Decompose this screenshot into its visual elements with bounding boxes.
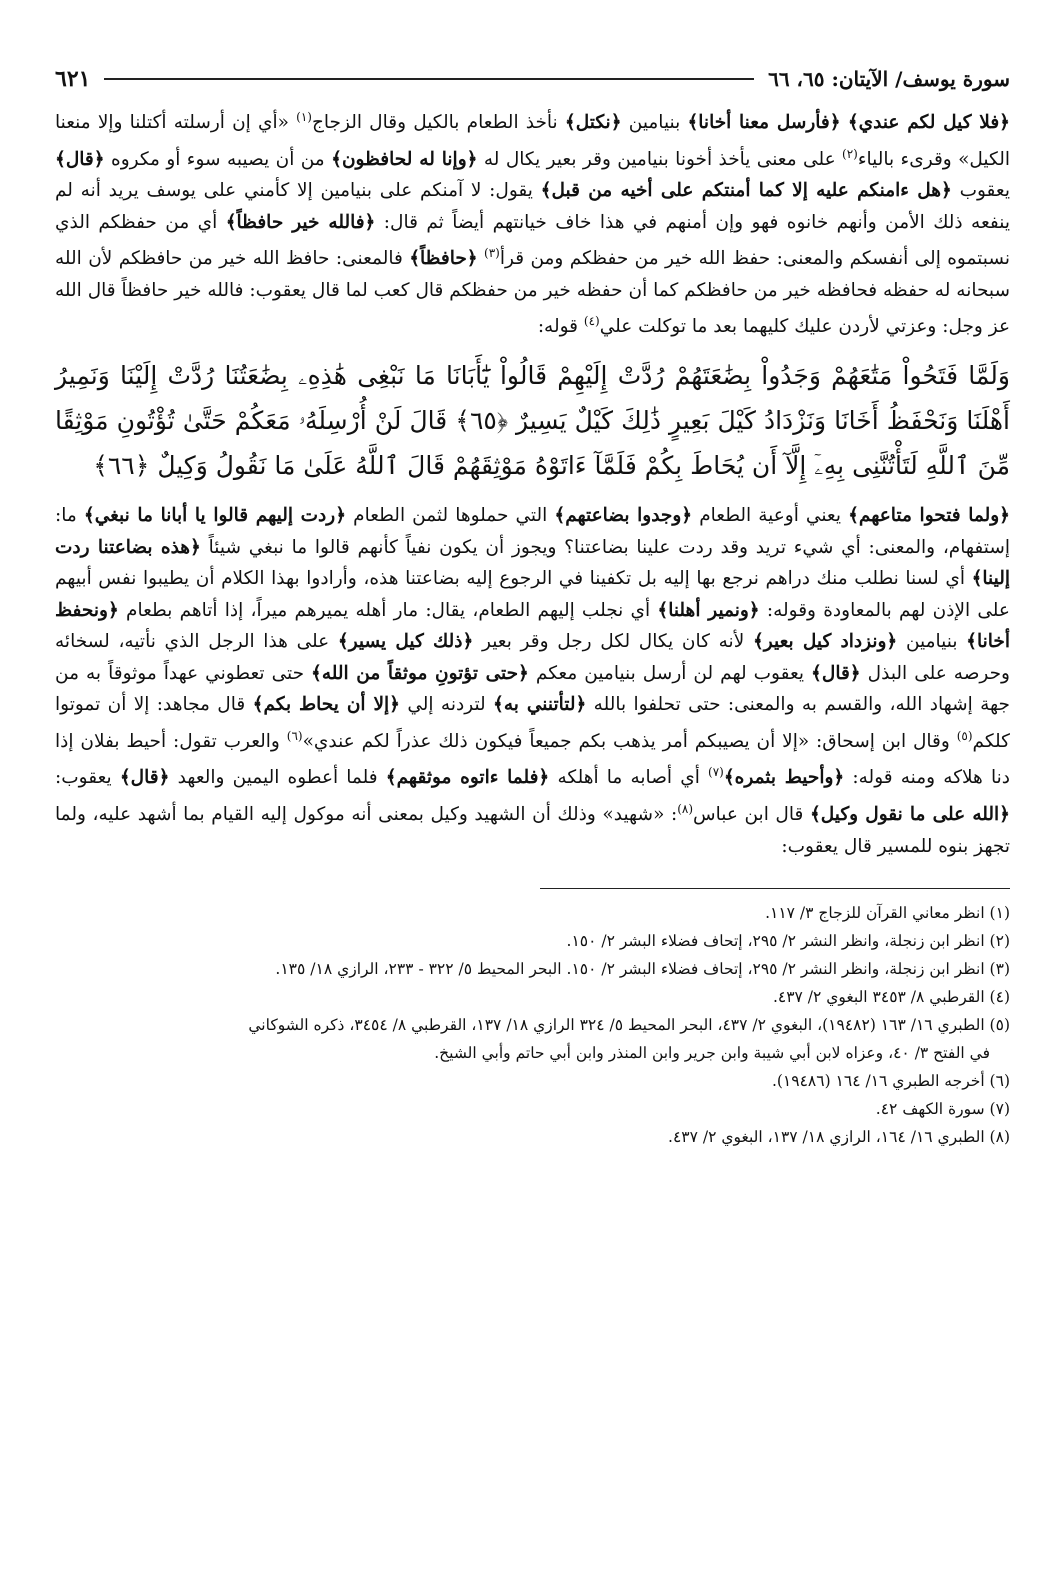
footnote-ref: (٤): [583, 314, 600, 329]
commentary-text: من أن يصيبه سوء أو مكروه: [104, 148, 332, 170]
commentary-text: بنيامين: [621, 112, 688, 134]
quoted-verse-fragment: ﴿وأحيط بثمره﴾: [723, 767, 845, 789]
commentary-text: أي نجلب إليهم الطعام، يقال: مار أهله يميرهم ميراً، إذا أتاهم بطعام: [118, 599, 658, 621]
commentary-text: قال ابن عباس: [693, 804, 810, 826]
commentary-text: فلما أعطوه اليمين والعهد: [169, 767, 386, 789]
quoted-verse-fragment: ﴿ونزداد كيل بعير﴾: [752, 631, 898, 653]
quoted-verse-fragment: ﴿فأرسل معنا أخانا﴾: [687, 112, 841, 134]
quoted-verse-fragment: ﴿قال﴾: [55, 148, 105, 170]
quoted-verse-fragment: ﴿نكتل﴾: [564, 112, 622, 134]
commentary-text: أي من حفظكم الذي نسبتموه إلى أنفسكم والمعنى: حفظ الله خير من حفظكم ومن قرأ: [55, 211, 1010, 270]
footnote-ref: (٦): [286, 728, 303, 743]
quoted-verse-fragment: ﴿قال﴾: [811, 662, 861, 684]
footnote-6: (٦) أخرجه الطبري ١٦/ ١٦٤ (١٩٤٨٦).: [771, 1072, 1010, 1091]
commentary-text: نأخذ الطعام بالكيل وقال الزجاج: [311, 112, 565, 134]
quoted-verse-fragment: ﴿هذه بضاعتنا ردت إلينا﴾: [55, 536, 1010, 590]
commentary-paragraph-1: [55, 102, 1010, 343]
quoted-verse-fragment: ﴿وإنا له لحافظون﴾: [331, 148, 478, 170]
quoted-verse-fragment: ﴿لتأتنني به﴾: [493, 694, 587, 716]
footnote-5: (٥) الطبري ١٦/ ١٦٣ (١٩٤٨٢)، البغوي ٢/ ٤٣٧، البحر المحيط ٥/ ٣٢٤ الرازي ١٨/ ١٣٧، القرطبي ٨/ ٣٤٥٤، ذكره الشوكاني: [248, 1016, 1010, 1035]
quran-verse: وَلَمَّا فَتَحُواْ مَتَٰعَهُمْ وَجَدُواْ بِضَٰعَتَهُمْ رُدَّتْ إِلَيْهِمْ قَالُواْ يَٰٓأَبَانَا مَا نَبْغِى هَٰذِهِۦ بِضَٰعَتُنَا رُدَّتْ إِلَيْنَا وَنَمِيرُ أَهْلَنَا وَنَحْفَظُ أَخَانَا وَنَزْدَادُ كَيْلَ بَعِيرٍ ذَٰلِكَ كَيْلٌ يَسِيرٌ ﴿٦٥﴾ قَالَ لَنْ أُرْسِلَهُۥ مَعَكُمْ حَتَّىٰ تُؤْتُونِ مَوْثِقًا مِّنَ ٱللَّهِ لَتَأْتُنَّنِى بِهِۦٓ إِلَّآ أَن يُحَاطَ بِكُمْ فَلَمَّآ ءَاتَوْهُ مَوْثِقَهُمْ قَالَ ٱللَّهُ عَلَىٰ مَا نَقُولُ وَكِيلٌ ﴿٦٦﴾: [55, 361, 1010, 481]
quoted-verse-fragment: ﴿الله على ما نقول وكيل﴾: [809, 804, 1010, 826]
commentary-text: لتردنه إلي: [400, 694, 494, 716]
quoted-verse-fragment: ﴿هل ءامنكم عليه إلا كما أمنتكم على أخيه من قبل﴾: [540, 180, 952, 202]
footnote-ref: (٣): [484, 246, 500, 261]
commentary-text: [841, 112, 848, 133]
commentary-text: أي لسنا نطلب منك دراهم نرجع بها إليه بل تكفينا في الرجوع إليه بضاعتنا هذه، وأرادوا بهذا الكلام أن يطيبوا نفس أبيهم على الإذن لهم بالمعاودة وقوله:: [55, 568, 1010, 621]
footnote-ref: (٥): [956, 728, 973, 743]
footnote-2: (٢) انظر ابن زنجلة، وانظر النشر ٢/ ٢٩٥، إتحاف فضلاء البشر ٢/ ١٥٠.: [566, 932, 1010, 951]
quoted-verse-fragment: ﴿إلا أن يحاط بكم﴾: [252, 694, 400, 716]
commentary-text: ما: إستفهام، والمعنى: أي شيء تريد وقد ردت علينا بضاعتنا؟ ويجوز أن يكون نفياً كأنهم قالوا ما نبغي شيئاً: [55, 505, 1010, 558]
footnote-5-continued: في الفتح ٣/ ٤٠، وعزاه لابن أبي شيبة وابن جرير وابن المنذر وابن أبي حاتم وأبي الشيخ.: [434, 1044, 990, 1063]
commentary-text: يعني أوعية الطعام: [692, 505, 849, 527]
footnotes: [55, 899, 1010, 1151]
page: [55, 62, 1010, 1151]
commentary-text: فالمعنى: حافظ الله خير من حافظكم لأن الله سبحانه له حفظه فحافظه خير من حافظكم كما أن حفظه خير من حفظكم قال كعب لما قال يعقوب: فالله خير حافظاً قال الله عز وجل: وعزتي لأردن عليك كليهما بعد ما توكلت علي: [55, 248, 1010, 338]
footnote-1: (١) انظر معاني القرآن للزجاج ٣/ ١١٧.: [765, 904, 1010, 923]
footnote-separator: [540, 888, 1010, 889]
footnote-8: (٨) الطبري ١٦/ ١٦٤، الرازي ١٨/ ١٣٧، البغوي ٢/ ٤٣٧.: [668, 1128, 1010, 1147]
commentary-text: على معنى يأخذ أخونا بنيامين وقر بعير يكال له: [477, 148, 842, 170]
quoted-verse-fragment: ﴿فلما ءاتوه موثقهم﴾: [385, 767, 550, 789]
commentary-text: وقال ابن إسحاق: «إلا أن يصيبكم أمر يذهب بكم جميعاً فيكون ذلك عذراً لكم عندي»: [302, 730, 957, 752]
footnote-3: (٣) انظر ابن زنجلة، وانظر النشر ٢/ ٢٩٥، إتحاف فضلاء البشر ٢/ ١٥٠. البحر المحيط ٥/ ٣٢٢ - ٢٣٣، الرازي ١٨/ ١٣٥.: [275, 960, 1010, 979]
quoted-verse-fragment: ﴿ذلك كيل يسير﴾: [337, 631, 474, 653]
commentary-text: والعرب تقول: أحيط بفلان إذا دنا هلاكه ومنه قوله:: [55, 730, 1010, 789]
quoted-verse-fragment: ﴿حافظاً﴾: [409, 248, 478, 270]
footnote-4: (٤) القرطبي ٨/ ٣٤٥٣ البغوي ٢/ ٤٣٧.: [772, 988, 1010, 1007]
quoted-verse-fragment: ﴿وجدوا بضاعتهم﴾: [554, 505, 693, 527]
footnote-ref: (٢): [842, 146, 858, 161]
quoted-verse-fragment: ﴿ولما فتحوا متاعهم﴾: [848, 505, 1010, 527]
commentary-text: حتى تعطوني عهداً موثوقاً به من جهة إشهاد الله، والقسم به والمعنى: حتى تحلفوا بالله: [55, 662, 1010, 716]
commentary-text: التي حملوها لثمن الطعام: [346, 505, 555, 527]
page-number: ٦٢١: [55, 66, 91, 92]
commentary-text: أي أصابه ما أهلكه: [549, 767, 709, 789]
header-rule: [104, 78, 754, 80]
quoted-verse-fragment: ﴿حتى تؤتونِ موثقاً من الله﴾: [311, 662, 529, 684]
footnote-7: (٧) سورة الكهف ٤٢.: [875, 1100, 1010, 1119]
quoted-verse-fragment: ﴿فالله خير حافظاً﴾: [225, 211, 376, 233]
commentary-text: بنيامين: [897, 631, 967, 653]
page-header: [55, 62, 1010, 96]
commentary-text: يقول: لا آمنكم على بنيامين إلا كأمني على يوسف يريد أنه لم ينفعه ذلك الأمن وأنهم خانوه فهو وإن أمنهم في هذا خاف خيانتهم أيضاً ثم قال:: [55, 180, 1010, 233]
quoted-verse-fragment: ﴿ونحفظ أخانا﴾: [55, 599, 1010, 653]
footnote-ref: (١): [296, 110, 312, 124]
commentary-text: قوله:: [537, 316, 584, 338]
surah-title: سورة يوسف/ الآيتان: ٦٥، ٦٦: [768, 67, 1010, 91]
quoted-verse-fragment: ﴿قال﴾: [119, 767, 170, 789]
footnote-ref: (٨): [677, 801, 694, 816]
commentary-text: يعقوب لهم لن أرسل بنيامين معكم: [528, 662, 812, 684]
quoted-verse-fragment: ﴿ردت إليهم قالوا يا أبانا ما نبغي﴾: [83, 505, 347, 527]
commentary-text: يعقوب: [951, 180, 1010, 202]
commentary-text: «أي إن أرسلته أكتلنا وإلا منعنا الكيل» وقرىء بالياء: [55, 112, 1011, 170]
quoted-verse-fragment: ﴿فلا كيل لكم عندي﴾: [847, 112, 1010, 134]
commentary-text: على هذا الرجل الذي نأتيه، لسخائه وحرصه على البذل: [55, 631, 1010, 684]
quoted-verse-fragment: ﴿ونمير أهلنا﴾: [657, 599, 760, 621]
commentary-text: لأنه كان يكال لكل رجل وقر بعير: [473, 631, 753, 653]
commentary-paragraph-2: [55, 500, 1010, 862]
commentary-text: قال مجاهد: إلا أن تموتوا كلكم: [55, 694, 1010, 752]
commentary-text: يعقوب:: [55, 767, 120, 789]
commentary-text: : «شهيد» وذلك أن الشهيد وكيل بمعنى أنه موكول إليه القيام بما أشهد عليه، ولما تجهز بنوه للمسير قال يعقوب:: [55, 804, 1010, 857]
footnote-ref: (٧): [708, 765, 724, 780]
